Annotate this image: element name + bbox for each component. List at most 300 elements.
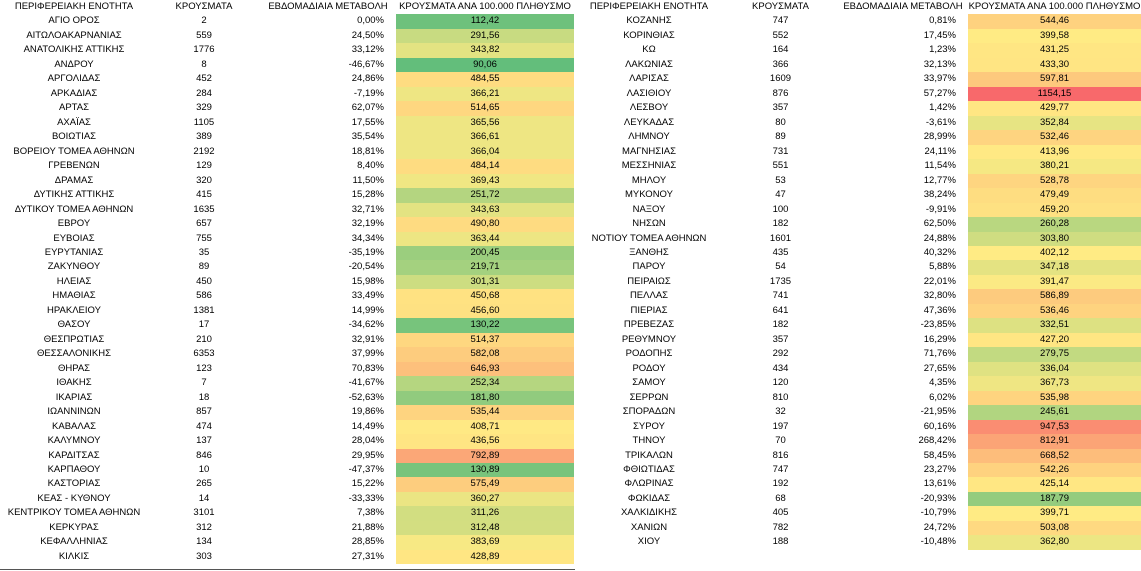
- cell-change: 4,35%: [929, 377, 956, 389]
- cell-name: ΠΕΛΛΑΣ: [629, 290, 669, 302]
- cell-name: ΦΛΩΡΙΝΑΣ: [624, 478, 674, 490]
- cell-name: ΦΩΚΙΔΑΣ: [627, 492, 671, 504]
- cell-rate: 200,45: [396, 246, 574, 260]
- cell-rate: 528,78: [968, 174, 1141, 188]
- cell-name: ΝΑΞΟΥ: [632, 203, 666, 215]
- table-row: [575, 72, 1141, 86]
- cell-rate: 311,26: [396, 506, 574, 520]
- cell-name: ΗΛΕΙΑΣ: [56, 275, 92, 287]
- table-row: [575, 174, 1141, 188]
- cell-name: ΗΡΑΚΛΕΙΟΥ: [47, 304, 101, 316]
- header-rate: ΚΡΟΥΣΜΑΤΑ ΑΝΑ 100.000 ΠΛΗΘΥΣΜΟ: [968, 1, 1141, 12]
- cell-cases: 80: [775, 116, 786, 128]
- cell-change: 32,19%: [351, 218, 384, 230]
- cell-change: 19,86%: [351, 406, 384, 418]
- table-right: [575, 0, 1141, 550]
- cell-rate: 301,31: [396, 275, 574, 289]
- cell-name: ΣΑΜΟΥ: [632, 377, 666, 389]
- cell-name: ΕΒΡΟΥ: [57, 218, 91, 230]
- table-row: [0, 492, 574, 506]
- table-row: [575, 29, 1141, 43]
- cell-cases: 265: [196, 478, 212, 490]
- table-row: [0, 72, 574, 86]
- cell-name: ΚΩ: [642, 44, 656, 56]
- cell-name: ΕΥΒΟΙΑΣ: [53, 232, 95, 244]
- cell-name: ΑΡΓΟΛΙΔΑΣ: [47, 73, 101, 85]
- cell-cases: 1635: [193, 203, 215, 215]
- cell-rate: 343,82: [396, 43, 574, 57]
- cell-cases: 357: [772, 102, 789, 114]
- table-row: [0, 449, 574, 463]
- cell-name: ΣΥΡΟΥ: [633, 420, 665, 432]
- cell-rate: 544,46: [968, 14, 1141, 28]
- cell-cases: 876: [772, 87, 789, 99]
- cell-rate: 399,71: [968, 506, 1141, 520]
- cell-name: ΑΝΑΤΟΛΙΚΗΣ ΑΤΤΙΚΗΣ: [23, 44, 125, 56]
- cell-rate: 130,89: [396, 463, 574, 477]
- cell-rate: 336,04: [968, 362, 1141, 376]
- table-row: [575, 188, 1141, 202]
- cell-name: ΜΕΣΣΗΝΙΑΣ: [621, 160, 677, 172]
- cell-rate: 408,71: [396, 420, 574, 434]
- cell-cases: 123: [196, 362, 212, 374]
- cell-rate: 431,25: [968, 43, 1141, 57]
- cell-name: ΘΑΣΟΥ: [57, 319, 91, 331]
- cell-rate: 383,69: [396, 535, 574, 549]
- cell-cases: 182: [772, 319, 789, 331]
- table-row: [0, 550, 574, 564]
- cell-change: 47,36%: [923, 304, 956, 316]
- cell-rate: 245,61: [968, 405, 1141, 419]
- cell-change: 15,98%: [351, 275, 384, 287]
- cell-cases: 292: [772, 348, 789, 360]
- cell-change: -41,67%: [348, 377, 384, 389]
- cell-change: 58,45%: [923, 449, 956, 461]
- table-row: [575, 347, 1141, 361]
- cell-rate: 535,44: [396, 405, 574, 419]
- cell-change: 15,22%: [351, 478, 384, 490]
- cell-change: 268,42%: [918, 435, 956, 447]
- table-row: [575, 14, 1141, 28]
- table-row: [575, 376, 1141, 390]
- cell-rate: 792,89: [396, 449, 574, 463]
- cell-change: 24,50%: [351, 29, 384, 41]
- cell-name: ΧΙΟΥ: [637, 536, 661, 548]
- cell-cases: 164: [772, 44, 789, 56]
- table-row: [575, 506, 1141, 520]
- cell-rate: 450,68: [396, 289, 574, 303]
- cell-cases: 70: [775, 435, 786, 447]
- cell-cases: 810: [772, 391, 789, 403]
- cell-rate: 252,34: [396, 376, 574, 390]
- cell-change: 32,13%: [923, 58, 956, 70]
- table-row: [0, 347, 574, 361]
- cell-name: ΧΑΛΚΙΔΙΚΗΣ: [620, 507, 678, 519]
- cell-name: ΦΘΙΩΤΙΔΑΣ: [623, 464, 675, 475]
- table-row: [0, 29, 574, 43]
- cell-rate: 399,58: [968, 29, 1141, 43]
- cell-name: ΔΥΤΙΚΟΥ ΤΟΜΕΑ ΑΘΗΝΩΝ: [14, 203, 134, 215]
- cell-change: 17,45%: [923, 29, 956, 41]
- cell-change: 34,34%: [351, 232, 384, 244]
- cell-cases: 641: [772, 304, 789, 316]
- cell-change: -23,85%: [920, 319, 956, 331]
- cell-change: 38,24%: [923, 189, 956, 201]
- cell-name: ΚΕΦΑΛΛΗΝΙΑΣ: [40, 536, 108, 548]
- cell-rate: 413,96: [968, 145, 1141, 159]
- cell-name: ΚΑΣΤΟΡΙΑΣ: [47, 478, 101, 490]
- cell-change: 1,42%: [929, 102, 956, 114]
- cell-change: 28,99%: [923, 131, 956, 143]
- cell-name: ΠΕΙΡΑΙΩΣ: [627, 275, 671, 287]
- cell-change: 32,71%: [351, 203, 384, 215]
- table-row: [0, 159, 574, 173]
- cell-change: 27,65%: [923, 362, 956, 374]
- cell-cases: 17: [198, 319, 210, 331]
- cell-change: 28,04%: [351, 435, 384, 447]
- table-row: [0, 145, 574, 159]
- table-row: [575, 535, 1141, 549]
- cell-rate: 575,49: [396, 477, 574, 491]
- table-row: [0, 420, 574, 434]
- cell-cases: 551: [772, 160, 789, 172]
- table-row: [0, 14, 574, 28]
- cell-cases: 10: [198, 464, 210, 475]
- cell-name: ΡΟΔΟΠΗΣ: [625, 348, 673, 360]
- cell-change: 24,72%: [923, 521, 956, 533]
- cell-cases: 357: [772, 333, 789, 345]
- cell-cases: 54: [775, 261, 786, 273]
- cell-change: 29,95%: [351, 449, 384, 461]
- cell-name: ΛΑΣΙΘΙΟΥ: [626, 87, 672, 99]
- table-row: [575, 232, 1141, 246]
- cell-rate: 514,37: [396, 333, 574, 347]
- table-row: [0, 203, 574, 217]
- header-change: ΕΒΔΟΜΑΔΙΑΙΑ ΜΕΤΑΒΟΛΗ: [843, 1, 963, 12]
- cell-change: 71,76%: [923, 348, 956, 360]
- cell-rate: 947,53: [968, 420, 1141, 434]
- cell-rate: 332,51: [968, 318, 1141, 332]
- cell-name: ΚΑΛΥΜΝΟΥ: [47, 435, 101, 447]
- header-rate: ΚΡΟΥΣΜΑΤΑ ΑΝΑ 100.000 ΠΛΗΘΥΣΜΟ: [399, 1, 571, 12]
- cell-change: 28,85%: [351, 536, 384, 548]
- cell-change: 32,91%: [351, 333, 384, 345]
- cell-change: 15,28%: [351, 189, 384, 201]
- cell-change: 5,88%: [929, 261, 956, 273]
- cell-cases: 329: [196, 102, 212, 114]
- table-row: [575, 391, 1141, 405]
- cell-cases: 452: [196, 73, 212, 85]
- table-right-body: [575, 14, 1141, 549]
- cell-name: ΛΗΜΝΟΥ: [628, 131, 670, 143]
- cell-change: -46,67%: [348, 58, 384, 70]
- cell-change: 17,55%: [351, 116, 384, 128]
- cell-change: 12,77%: [923, 174, 956, 186]
- cell-rate: 436,56: [396, 434, 574, 448]
- cell-change: 21,88%: [351, 521, 384, 533]
- cell-cases: 415: [196, 189, 212, 201]
- table-row: [575, 362, 1141, 376]
- cell-name: ΓΡΕΒΕΝΩΝ: [48, 160, 100, 172]
- cell-cases: 450: [196, 275, 212, 287]
- cell-rate: 369,43: [396, 174, 574, 188]
- cell-cases: 857: [196, 406, 212, 418]
- table-row: [0, 116, 574, 130]
- cell-rate: 251,72: [396, 188, 574, 202]
- cell-change: 13,61%: [923, 478, 956, 490]
- cell-cases: 435: [772, 246, 789, 258]
- cell-cases: 782: [772, 521, 789, 533]
- cell-name: ΣΠΟΡΑΔΩΝ: [622, 406, 676, 418]
- cell-cases: 846: [196, 449, 212, 461]
- cell-cases: 741: [772, 290, 789, 302]
- cell-rate: 536,46: [968, 304, 1141, 318]
- cell-rate: 433,30: [968, 58, 1141, 72]
- cell-name: ΠΡΕΒΕΖΑΣ: [623, 319, 675, 331]
- cell-cases: 303: [196, 550, 212, 562]
- cell-cases: 210: [196, 333, 212, 345]
- cell-rate: 219,71: [396, 260, 574, 274]
- table-row: [575, 43, 1141, 57]
- cell-name: ΜΗΛΟΥ: [631, 174, 667, 186]
- table-row: [575, 449, 1141, 463]
- table-row: [575, 116, 1141, 130]
- cell-name: ΛΕΣΒΟΥ: [629, 102, 669, 114]
- cell-name: ΒΟΡΕΙΟΥ ΤΟΜΕΑ ΑΘΗΝΩΝ: [13, 145, 135, 157]
- cell-cases: 197: [772, 420, 789, 432]
- table-row: [575, 521, 1141, 535]
- cell-name: ΕΥΡΥΤΑΝΙΑΣ: [44, 246, 104, 258]
- cell-rate: 532,46: [968, 130, 1141, 144]
- table-row: [0, 101, 574, 115]
- cell-change: 8,40%: [357, 160, 384, 172]
- cell-cases: 2192: [193, 145, 215, 157]
- table-row: [0, 391, 574, 405]
- cell-rate: 187,79: [968, 492, 1141, 506]
- cell-rate: 303,80: [968, 232, 1141, 246]
- cell-cases: 32: [775, 406, 786, 418]
- cell-change: 24,11%: [924, 145, 956, 157]
- cell-change: -3,61%: [925, 116, 956, 128]
- table-row: [0, 246, 574, 260]
- cell-name: ΚΕΡΚΥΡΑΣ: [49, 521, 99, 533]
- cell-name: ΡΕΘΥΜΝΟΥ: [621, 333, 677, 345]
- cell-change: 60,16%: [923, 420, 956, 432]
- cell-rate: 112,42: [396, 14, 574, 28]
- header-row: [0, 0, 574, 14]
- cell-change: -35,19%: [348, 246, 384, 258]
- cell-rate: 380,21: [968, 159, 1141, 173]
- cell-change: 33,12%: [351, 44, 384, 56]
- cell-rate: 812,91: [968, 434, 1141, 448]
- cell-cases: 100: [772, 203, 789, 215]
- cell-change: 57,27%: [923, 87, 956, 99]
- table-row: [0, 362, 574, 376]
- cell-cases: 47: [775, 189, 786, 201]
- table-row: [0, 217, 574, 231]
- cell-name: ΤΡΙΚΑΛΩΝ: [625, 449, 673, 461]
- cell-rate: 181,80: [396, 391, 574, 405]
- cell-change: -20,54%: [348, 261, 384, 273]
- cell-name: ΔΥΤΙΚΗΣ ΑΤΤΙΚΗΣ: [33, 189, 115, 201]
- cell-name: ΔΡΑΜΑΣ: [54, 174, 94, 186]
- table-row: [575, 275, 1141, 289]
- cell-name: ΠΑΡΟΥ: [632, 261, 666, 273]
- cell-rate: 366,61: [396, 130, 574, 144]
- header-name: ΠΕΡΙΦΕΡΕΙΑΚΗ ΕΝΟΤΗΤΑ: [14, 1, 134, 12]
- cell-cases: 586: [196, 290, 212, 302]
- cell-name: ΙΘΑΚΗΣ: [56, 377, 92, 389]
- cell-name: ΑΝΔΡΟΥ: [54, 58, 94, 70]
- cell-cases: 35: [198, 246, 210, 258]
- cell-name: ΡΟΔΟΥ: [632, 362, 666, 374]
- cell-cases: 188: [772, 536, 789, 548]
- cell-cases: 405: [772, 507, 789, 519]
- cell-cases: 8: [201, 58, 207, 70]
- cell-rate: 366,04: [396, 145, 574, 159]
- cell-rate: 514,65: [396, 101, 574, 115]
- cell-change: 14,99%: [351, 304, 384, 316]
- table-row: [575, 333, 1141, 347]
- cell-change: -9,91%: [925, 203, 956, 215]
- cell-name: ΛΑΚΩΝΙΑΣ: [625, 58, 673, 70]
- cell-rate: 668,52: [968, 449, 1141, 463]
- table-row: [0, 188, 574, 202]
- cell-change: -10,48%: [920, 536, 956, 548]
- cell-change: 70,83%: [351, 362, 384, 374]
- cell-rate: 479,49: [968, 188, 1141, 202]
- cell-name: ΗΜΑΘΙΑΣ: [52, 290, 96, 302]
- cell-change: 23,27%: [923, 464, 956, 475]
- cell-cases: 366: [772, 58, 789, 70]
- cell-cases: 1776: [193, 44, 215, 56]
- cell-name: ΛΑΡΙΣΑΣ: [629, 73, 669, 85]
- cell-cases: 1381: [193, 304, 215, 316]
- cell-name: ΖΑΚΥΝΘΟΥ: [47, 261, 101, 273]
- table-row: [575, 420, 1141, 434]
- cell-rate: 279,75: [968, 347, 1141, 361]
- cell-change: 7,38%: [357, 507, 384, 519]
- cell-name: ΒΟΙΩΤΙΑΣ: [51, 131, 97, 143]
- cell-change: 11,54%: [924, 160, 956, 172]
- table-row: [0, 405, 574, 419]
- table-row: [0, 130, 574, 144]
- cell-rate: 503,08: [968, 521, 1141, 535]
- cell-change: 1,23%: [929, 44, 956, 56]
- cell-name: ΛΕΥΚΑΔΑΣ: [623, 116, 675, 128]
- cell-rate: 130,22: [396, 318, 574, 332]
- cell-name: ΙΩΑΝΝΙΝΩΝ: [47, 406, 101, 418]
- table-row: [0, 535, 574, 549]
- header-name: ΠΕΡΙΦΕΡΕΙΑΚΗ ΕΝΟΤΗΤΑ: [589, 1, 709, 12]
- cell-cases: 559: [196, 29, 212, 41]
- cell-name: ΚΑΡΠΑΘΟΥ: [47, 464, 101, 475]
- cell-name: ΑΙΤΩΛΟΑΚΑΡΝΑΝΙΑΣ: [26, 29, 122, 41]
- cell-change: 0,00%: [357, 15, 384, 27]
- cell-cases: 89: [775, 131, 786, 143]
- cell-rate: 367,73: [968, 376, 1141, 390]
- cell-cases: 53: [775, 174, 786, 186]
- cell-change: 6,02%: [929, 391, 956, 403]
- table-row: [0, 275, 574, 289]
- cell-change: 27,31%: [351, 550, 384, 562]
- cell-change: 35,54%: [351, 131, 384, 143]
- table-row: [575, 405, 1141, 419]
- cell-name: ΚΕΝΤΡΙΚΟΥ ΤΟΜΕΑ ΑΘΗΝΩΝ: [7, 507, 141, 519]
- table-row: [575, 87, 1141, 101]
- cell-change: -47,37%: [348, 464, 384, 475]
- cell-rate: 542,26: [968, 463, 1141, 477]
- cell-rate: 312,48: [396, 521, 574, 535]
- cell-cases: 747: [772, 464, 789, 475]
- cell-change: 0,81%: [929, 15, 956, 27]
- cell-name: ΘΕΣΠΡΩΤΙΑΣ: [43, 333, 105, 345]
- cell-change: 33,49%: [351, 290, 384, 302]
- cell-name: ΚΕΑΣ - ΚΥΘΝΟΥ: [37, 492, 111, 504]
- cell-rate: 459,20: [968, 203, 1141, 217]
- cell-change: -10,79%: [920, 507, 956, 519]
- cell-cases: 18: [198, 391, 210, 403]
- cell-change: 24,88%: [923, 232, 956, 244]
- table-row: [0, 174, 574, 188]
- table-row: [575, 463, 1141, 477]
- table-bottom-border: [0, 569, 575, 570]
- cell-rate: 484,55: [396, 72, 574, 86]
- table-row: [575, 246, 1141, 260]
- cell-cases: 389: [196, 131, 212, 143]
- cell-rate: 363,44: [396, 232, 574, 246]
- cell-name: ΤΗΝΟΥ: [632, 435, 666, 447]
- cell-cases: 2: [201, 15, 207, 27]
- table-row: [0, 232, 574, 246]
- cell-rate: 260,28: [968, 217, 1141, 231]
- table-row: [575, 492, 1141, 506]
- cell-rate: 402,12: [968, 246, 1141, 260]
- cell-cases: 657: [196, 218, 212, 230]
- table-row: [0, 376, 574, 390]
- table-row: [575, 130, 1141, 144]
- table-row: [0, 521, 574, 535]
- cell-cases: 137: [196, 435, 212, 447]
- cell-change: -52,63%: [348, 391, 384, 403]
- table-row: [575, 304, 1141, 318]
- cell-name: ΠΙΕΡΙΑΣ: [630, 304, 668, 316]
- cell-name: ΧΑΝΙΩΝ: [630, 521, 668, 533]
- cell-rate: 90,06: [396, 58, 574, 72]
- cell-cases: 182: [772, 218, 789, 230]
- cell-cases: 120: [772, 377, 789, 389]
- table-row: [575, 145, 1141, 159]
- cell-change: 62,50%: [923, 218, 956, 230]
- cell-rate: 646,93: [396, 362, 574, 376]
- cell-rate: 362,80: [968, 535, 1141, 549]
- cell-cases: 312: [196, 521, 212, 533]
- table-row: [575, 289, 1141, 303]
- cell-rate: 429,77: [968, 101, 1141, 115]
- cell-name: ΙΚΑΡΙΑΣ: [55, 391, 93, 403]
- cell-change: 32,80%: [923, 290, 956, 302]
- cell-name: ΜΥΚΟΝΟΥ: [625, 189, 673, 201]
- cell-rate: 352,84: [968, 116, 1141, 130]
- header-change: ΕΒΔΟΜΑΔΙΑΙΑ ΜΕΤΑΒΟΛΗ: [268, 1, 388, 12]
- cell-cases: 816: [772, 449, 789, 461]
- table-row: [575, 434, 1141, 448]
- cell-change: 62,07%: [351, 102, 384, 114]
- cell-cases: 474: [196, 420, 212, 432]
- cell-name: ΚΑΡΔΙΤΣΑΣ: [48, 449, 100, 461]
- table-row: [575, 101, 1141, 115]
- cell-cases: 6353: [193, 348, 215, 360]
